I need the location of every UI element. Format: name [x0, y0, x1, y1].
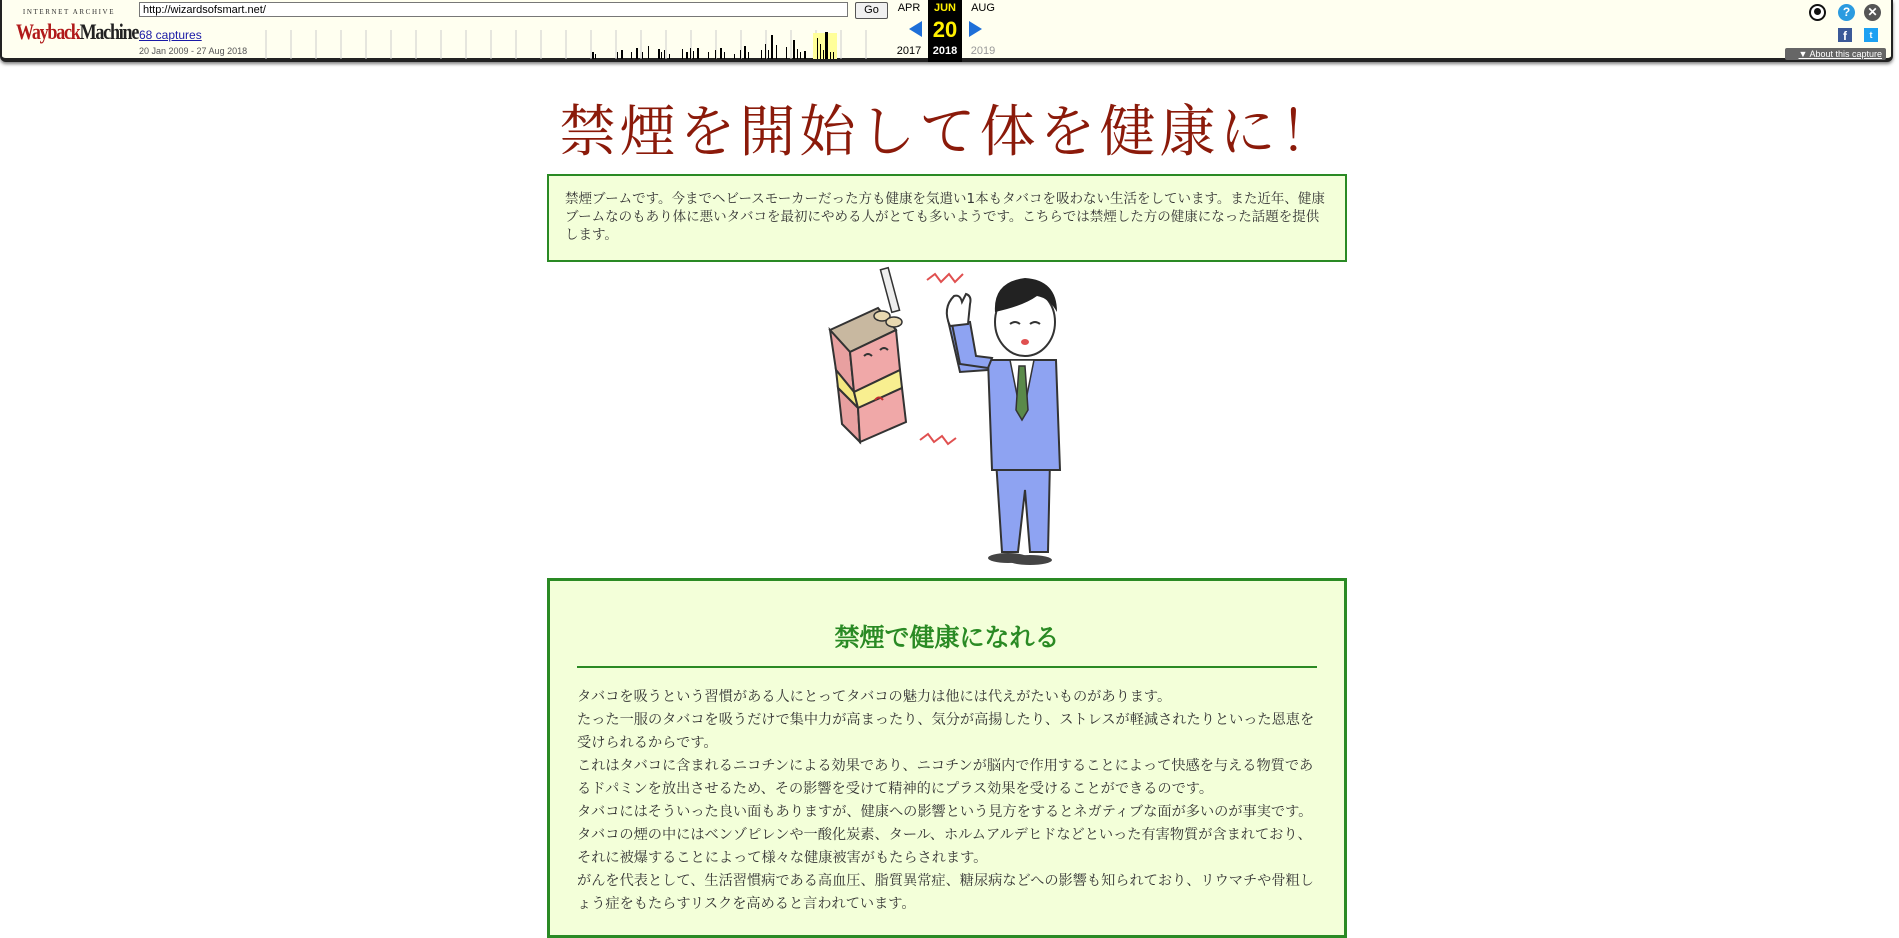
logo-wayback-word: Wayback: [16, 19, 80, 44]
content-section: [547, 578, 1347, 938]
businessman-character-icon: [947, 278, 1060, 565]
url-input[interactable]: http://wizardsofsmart.net/: [139, 2, 848, 17]
capture-date-range: 20 Jan 2009 - 27 Aug 2018: [139, 46, 248, 56]
page-title: 禁煙を開始して体を健康に！: [559, 100, 1340, 165]
squiggle-bottom-icon: [920, 434, 956, 444]
captures-sparkline[interactable]: [264, 30, 889, 59]
wayback-toolbar: [0, 0, 1893, 62]
cigarette-pack-character-icon: [830, 268, 906, 442]
squiggle-top-icon: [927, 274, 963, 282]
close-icon[interactable]: ✕: [1864, 4, 1881, 21]
help-icon[interactable]: ?: [1838, 4, 1855, 21]
about-this-capture-button[interactable]: ▼ About this capture: [1785, 48, 1886, 60]
logo-machine-word: Machine: [79, 19, 139, 44]
section-paragraph: タバコにはそういった良い面もありますが、健康への影響という見方をするとネガティブな面が多いのが事実です。: [577, 804, 1313, 820]
logo-internet-archive-text: INTERNET ARCHIVE: [22, 8, 116, 16]
section-paragraph: これはタバコに含まれるニコチンによる効果であり、ニコチンが脳内で作用することによって快感を与える物質であるドパミンを放出させるため、その影響を受けて精神的にプラス効果を受けることができるのです。: [577, 758, 1314, 797]
wayback-logo[interactable]: [14, 8, 139, 48]
prev-month-link[interactable]: APR: [897, 2, 921, 14]
current-year: 2018: [932, 45, 958, 57]
current-day: 20: [932, 17, 958, 42]
twitter-share-icon[interactable]: t: [1864, 28, 1878, 42]
next-capture-arrow-icon[interactable]: [969, 21, 982, 37]
section-paragraph: タバコを吸うという習慣がある人にとってタバコの魅力は他には代えがたいものがあります。: [577, 689, 1172, 705]
go-button[interactable]: Go: [855, 2, 888, 19]
capture-calendar: [892, 0, 1002, 62]
prev-capture-arrow-icon[interactable]: [909, 21, 922, 37]
next-year-link[interactable]: 2019: [970, 45, 996, 57]
logo-wayback-machine-text: [16, 19, 138, 45]
section-paragraph: がんを代表として、生活習慣病である高血圧、脂質異常症、糖尿病などへの影響も知られており、リウマチや骨粗しょう症をもたらすリスクを高めると言われています。: [577, 873, 1314, 912]
sparkline-current-marker: [825, 32, 828, 59]
section-paragraph: タバコの煙の中にはベンゾピレンや一酸化炭素、タール、ホルムアルデヒドなどといった有害物質が含まれており、それに被爆することによって様々な健康被害がもたらされます。: [577, 827, 1312, 866]
prev-year-link[interactable]: 2017: [896, 45, 922, 57]
section-paragraph: たった一服のタバコを吸うだけで集中力が高まったり、気分が高揚したり、ストレスが軽減されたりといった恩恵を受けられるからです。: [577, 712, 1315, 751]
current-month: JUN: [928, 0, 962, 62]
facebook-share-icon[interactable]: f: [1838, 28, 1852, 42]
intro-box: [547, 174, 1347, 262]
sparkline-bars: [592, 35, 834, 59]
section-heading: 禁煙で健康になれる: [577, 618, 1317, 668]
intro-text: 禁煙ブームです。今までヘビースモーカーだった方も健康を気遣い1本もタバコを吸わない生活をしています。また近年、健康ブームなのもあり体に悪いタバコを最初にやめる人がとても多いようです。こちらでは禁煙した方の健康になった話題を提供します。: [565, 191, 1325, 243]
quit-smoking-illustration: [820, 260, 1080, 565]
captures-link[interactable]: 68 captures: [139, 28, 202, 42]
user-account-icon[interactable]: [1809, 4, 1826, 21]
next-month-link[interactable]: AUG: [971, 2, 995, 14]
section-body: [577, 686, 1317, 916]
